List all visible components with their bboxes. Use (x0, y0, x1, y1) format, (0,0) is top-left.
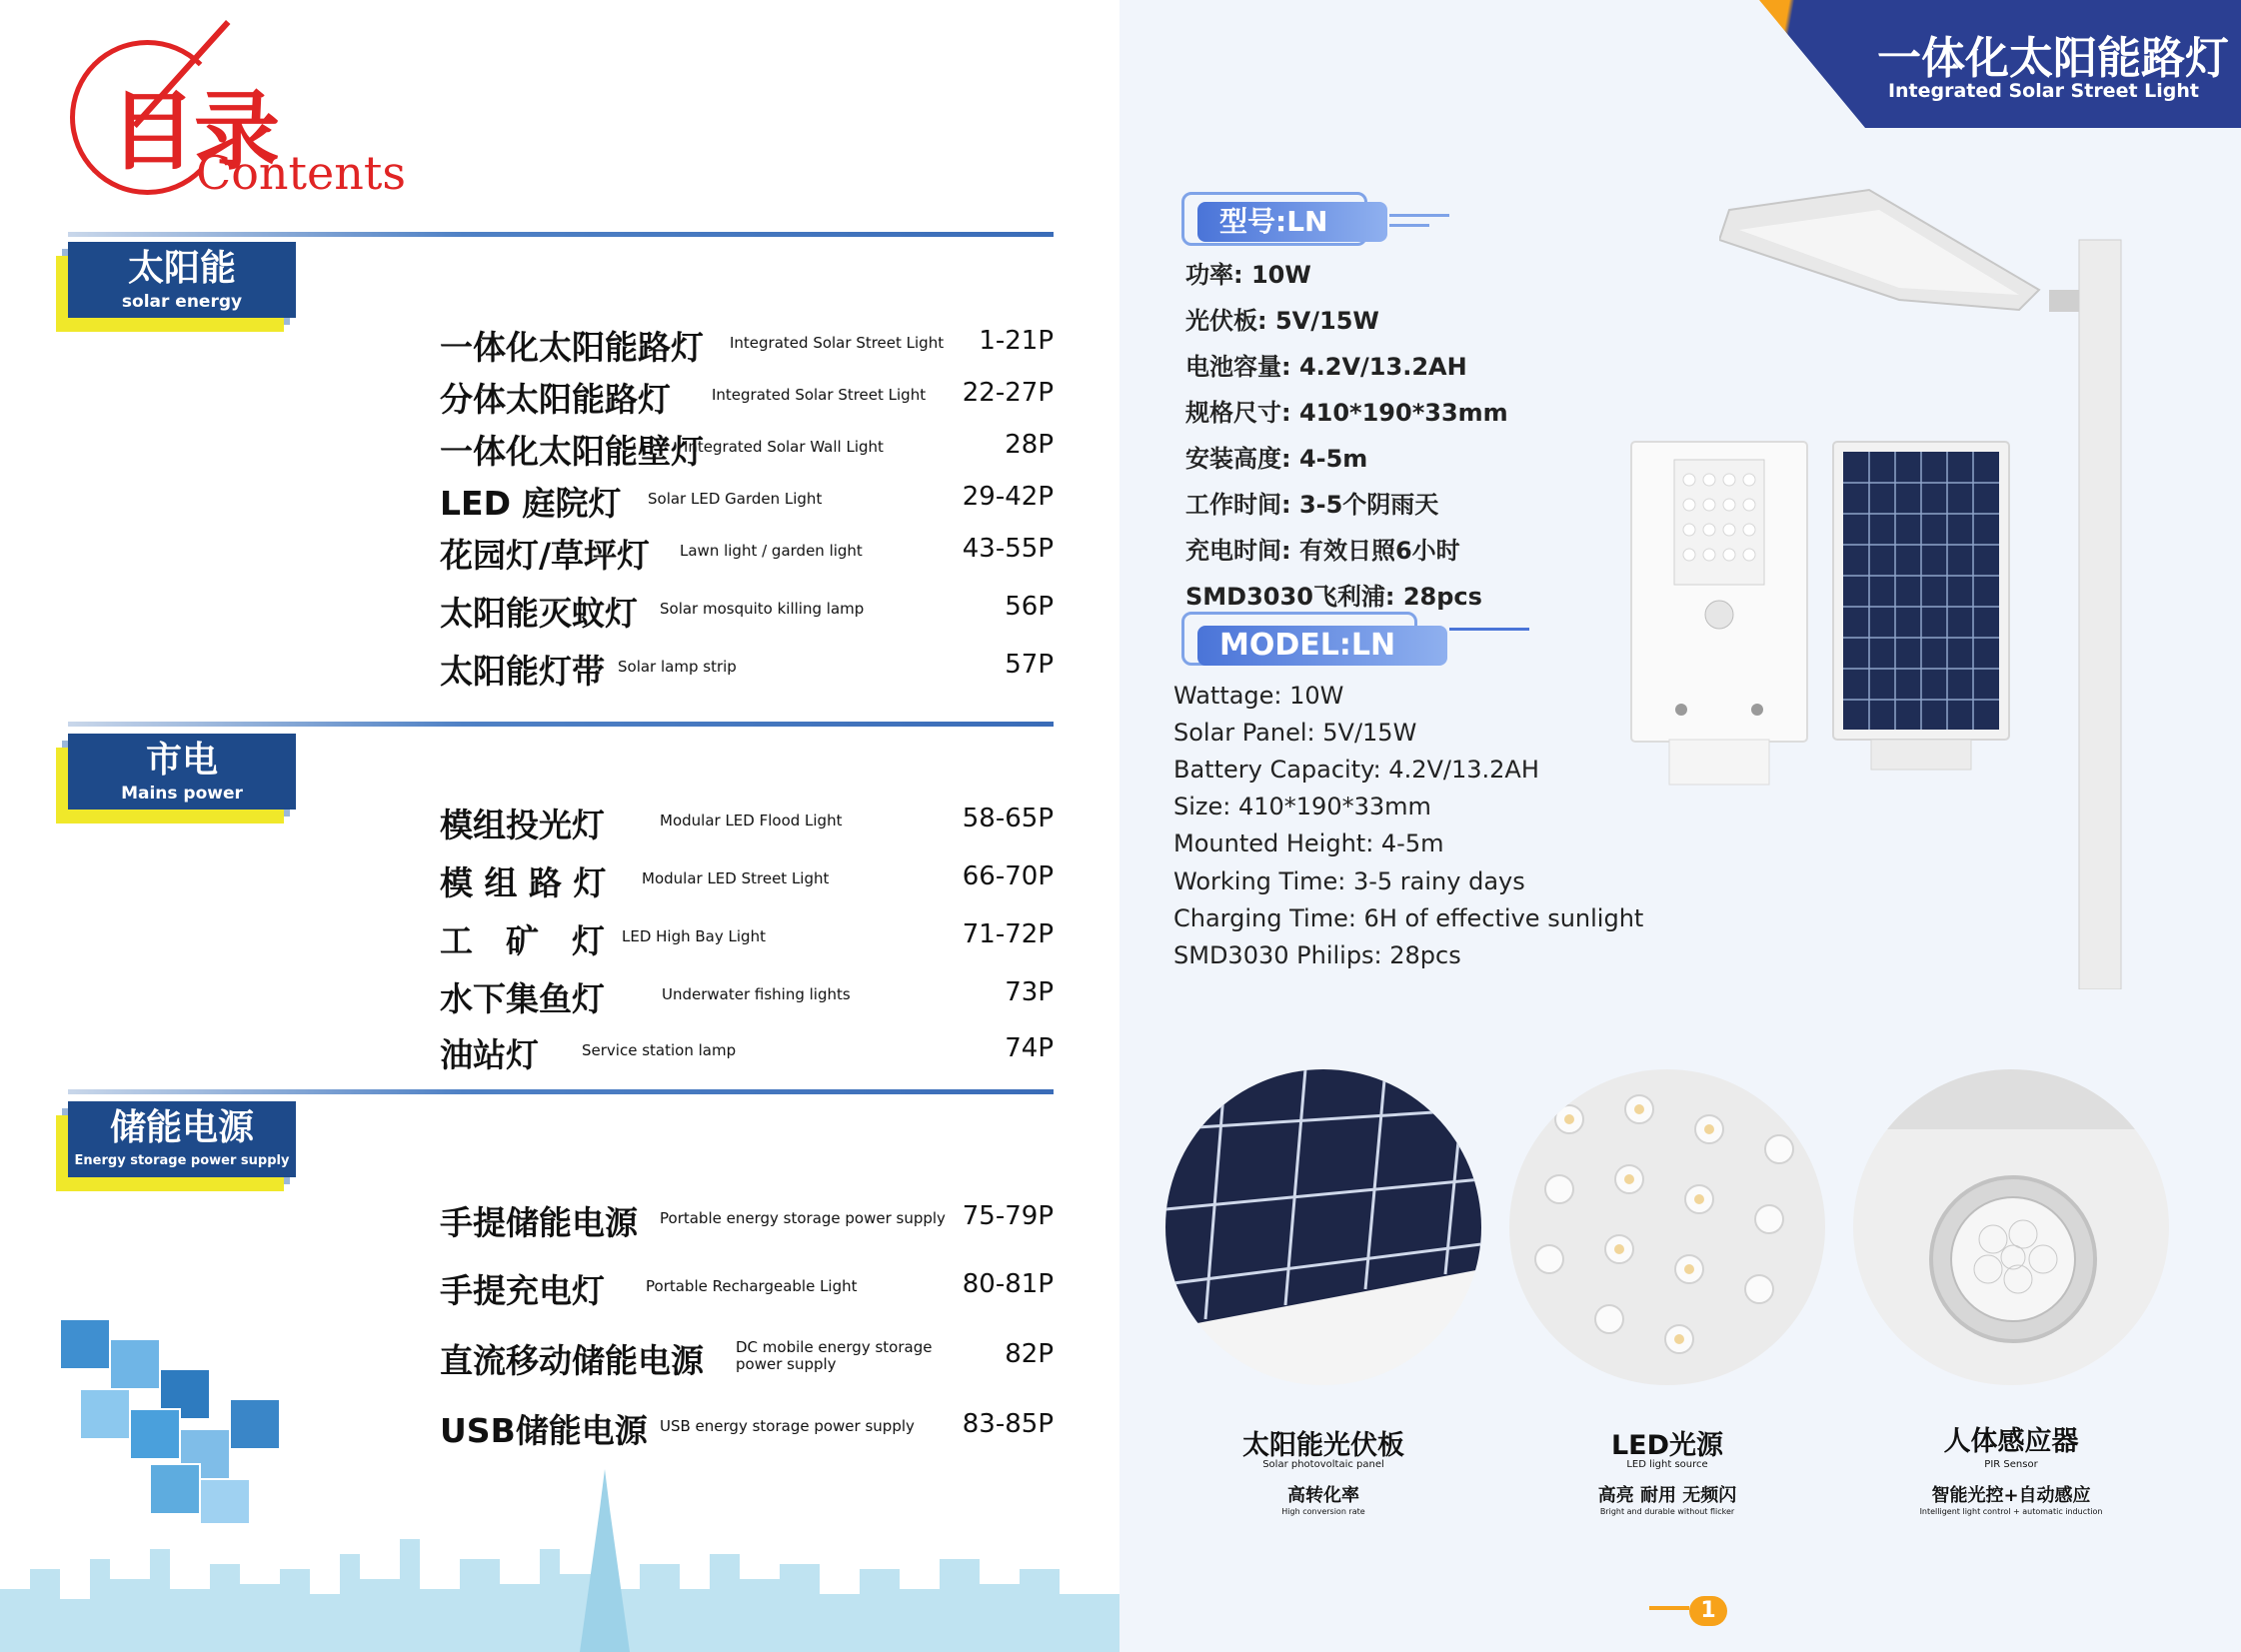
toc-page-number: 82P (1005, 1339, 1054, 1369)
toc-page-number: 22-27P (962, 378, 1054, 408)
toc-title-cn: 太阳能灯带 (440, 652, 605, 691)
led-source-closeup (1509, 1069, 1825, 1385)
toc-title-cn: 手提储能电源 (440, 1203, 638, 1242)
solar-panel-closeup (1165, 1069, 1481, 1385)
tag-line (1389, 214, 1449, 217)
spec-cn-item: 工作时间: 3-5个阴雨天 (1185, 491, 1439, 519)
lamp-front-view (1629, 440, 1809, 790)
contents-logo-en: Contents (196, 146, 406, 200)
toc-page-number: 28P (1005, 430, 1054, 460)
feature-title: LED光源 (1610, 1430, 1724, 1461)
toc-title-cn: 太阳能灭蚊灯 (440, 594, 638, 633)
toc-row[interactable] (440, 322, 1054, 370)
model-tag-cn: 型号:LN (1197, 202, 1387, 242)
city-skyline (0, 1469, 1120, 1652)
spec-cn-item: 安装高度: 4-5m (1185, 445, 1368, 473)
feature-title-en: PIR Sensor (1984, 1459, 2038, 1470)
toc-row[interactable] (440, 973, 1054, 1021)
spec-cn-item: SMD3030飞利浦: 28pcs (1185, 583, 1482, 611)
toc-title-en: Solar lamp strip (618, 658, 737, 676)
section-tag-storage (68, 1101, 296, 1177)
toc-title-cn: 一体化太阳能路灯 (440, 328, 704, 367)
spec-en-item: SMD3030 Philips: 28pcs (1173, 941, 1461, 969)
toc-page-number: 75-79P (962, 1201, 1054, 1231)
feature-subtitle-en: Intelligent light control + automatic induction (1919, 1507, 2103, 1516)
toc-title-cn: 花园灯/草坪灯 (440, 536, 651, 575)
spec-cn-item: 电池容量: 4.2V/13.2AH (1185, 353, 1467, 381)
feature-title-en: LED light source (1626, 1459, 1708, 1470)
toc-title-cn: 分体太阳能路灯 (440, 380, 671, 419)
toc-page-number: 71-72P (962, 919, 1054, 949)
toc-title-en: Integrated Solar Street Light (730, 334, 945, 352)
pir-sensor-closeup (1853, 1069, 2169, 1385)
section-title-en: Mains power (121, 784, 243, 804)
page-number-dash (1649, 1606, 1689, 1610)
toc-title-cn: 直流移动储能电源 (440, 1341, 704, 1380)
section-title-en: solar energy (121, 292, 243, 312)
toc-title-en: Integrated Solar Wall Light (684, 438, 884, 456)
spec-cn-item: 充电时间: 有效日照6小时 (1185, 537, 1460, 565)
toc-row[interactable] (440, 530, 1054, 578)
toc-title-en: Solar LED Garden Light (648, 490, 823, 508)
section-tag-mains (68, 734, 296, 810)
section-title-cn: 储能电源 (109, 1107, 254, 1148)
toc-row[interactable] (440, 374, 1054, 422)
toc-title-en: Modular LED Flood Light (660, 812, 843, 829)
section-title-cn: 市电 (145, 740, 218, 781)
toc-page-number: 57P (1005, 650, 1054, 680)
toc-title-cn: USB储能电源 (440, 1411, 648, 1450)
toc-title-en: Portable energy storage power supply (660, 1209, 946, 1227)
toc-row[interactable] (440, 1265, 1054, 1313)
feature-subtitle: 高亮 耐用 无频闪 (1597, 1485, 1737, 1506)
feature-title: 太阳能光伏板 (1242, 1430, 1404, 1461)
toc-title-cn: 油站灯 (440, 1035, 539, 1074)
toc-title-cn: 水下集鱼灯 (440, 979, 605, 1018)
section-divider (68, 722, 1054, 727)
toc-title-en: USB energy storage power supply (660, 1417, 915, 1435)
section-divider (68, 1089, 1054, 1094)
toc-page-number: 58-65P (962, 804, 1054, 833)
contents-page (0, 0, 1120, 1652)
toc-title-en: Underwater fishing lights (662, 985, 851, 1003)
lamp-back-view (1831, 440, 2011, 780)
toc-page-number: 43-55P (962, 534, 1054, 564)
section-title-en: Energy storage power supply (74, 1153, 290, 1168)
spec-en-item: Battery Capacity: 4.2V/13.2AH (1173, 756, 1539, 784)
contents-logo-cn: 目录 (110, 82, 278, 182)
spec-cn-item: 光伏板: 5V/15W (1185, 307, 1379, 335)
tag-line (1449, 628, 1529, 631)
toc-title-en: Service station lamp (582, 1041, 737, 1059)
toc-title-en: DC mobile energy storage power supply (736, 1338, 933, 1373)
toc-row[interactable] (440, 915, 1054, 963)
toc-page-number: 29-42P (962, 482, 1054, 512)
product-page (1120, 0, 2241, 1652)
toc-page-number: 73P (1005, 977, 1054, 1007)
spec-en-item: Solar Panel: 5V/15W (1173, 719, 1417, 747)
toc-title-cn: 手提充电灯 (440, 1271, 605, 1310)
toc-page-number: 1-21P (979, 326, 1054, 356)
toc-row[interactable] (440, 426, 1054, 474)
feature-subtitle: 高转化率 (1287, 1485, 1359, 1506)
toc-title-cn: 一体化太阳能壁灯 (440, 432, 704, 471)
section-tag-solar (68, 242, 296, 318)
section-title-cn: 太阳能 (127, 248, 236, 289)
toc-title-cn: LED 庭院灯 (440, 484, 622, 523)
toc-row[interactable] (440, 1197, 1054, 1245)
toc-row[interactable] (440, 1029, 1054, 1077)
toc-row[interactable] (440, 1405, 1054, 1453)
model-tag-en: MODEL:LN (1197, 626, 1447, 666)
toc-title-en: Solar mosquito killing lamp (660, 600, 865, 618)
page-number: 1 (1689, 1596, 1727, 1626)
feature-title: 人体感应器 (1943, 1426, 2079, 1457)
toc-title-cn: 工 矿 灯 (440, 921, 605, 960)
feature-subtitle-en: High conversion rate (1281, 1507, 1365, 1516)
toc-page-number: 56P (1005, 592, 1054, 622)
spec-cn-item: 功率: 10W (1185, 261, 1311, 289)
toc-title-en: Lawn light / garden light (680, 542, 863, 560)
feature-subtitle-en: Bright and durable without flicker (1599, 1507, 1735, 1516)
spec-en-item: Mounted Height: 4-5m (1173, 829, 1444, 857)
spec-cn-item: 规格尺寸: 410*190*33mm (1185, 399, 1508, 427)
toc-row[interactable] (440, 478, 1054, 526)
banner-title-en: Integrated Solar Street Light (1887, 80, 2199, 102)
feature-subtitle: 智能光控+自动感应 (1931, 1485, 2091, 1506)
toc-page-number: 66-70P (962, 861, 1054, 891)
tag-line (1389, 224, 1429, 227)
spec-en-item: Wattage: 10W (1173, 682, 1344, 710)
feature-title-en: Solar photovoltaic panel (1262, 1459, 1384, 1470)
toc-row[interactable] (440, 588, 1054, 636)
toc-title-cn: 模 组 路 灯 (440, 863, 607, 902)
toc-title-en: Modular LED Street Light (642, 869, 830, 887)
section-divider (68, 232, 1054, 237)
toc-page-number: 83-85P (962, 1409, 1054, 1439)
spec-en-item: Size: 410*190*33mm (1173, 793, 1431, 821)
toc-row[interactable] (440, 857, 1054, 905)
toc-page-number: 80-81P (962, 1269, 1054, 1299)
toc-title-cn: 模组投光灯 (440, 806, 605, 844)
toc-row[interactable] (440, 646, 1054, 694)
toc-title-en: Integrated Solar Street Light (712, 386, 927, 404)
toc-title-en: LED High Bay Light (622, 927, 766, 945)
spec-en-item: Charging Time: 6H of effective sunlight (1173, 904, 1644, 932)
toc-row[interactable] (440, 1335, 1054, 1383)
toc-title-en: Portable Rechargeable Light (646, 1277, 858, 1295)
banner-title-cn: 一体化太阳能路灯 (1877, 33, 2229, 84)
toc-row[interactable] (440, 800, 1054, 847)
spec-en-item: Working Time: 3-5 rainy days (1173, 867, 1525, 895)
toc-page-number: 74P (1005, 1033, 1054, 1063)
